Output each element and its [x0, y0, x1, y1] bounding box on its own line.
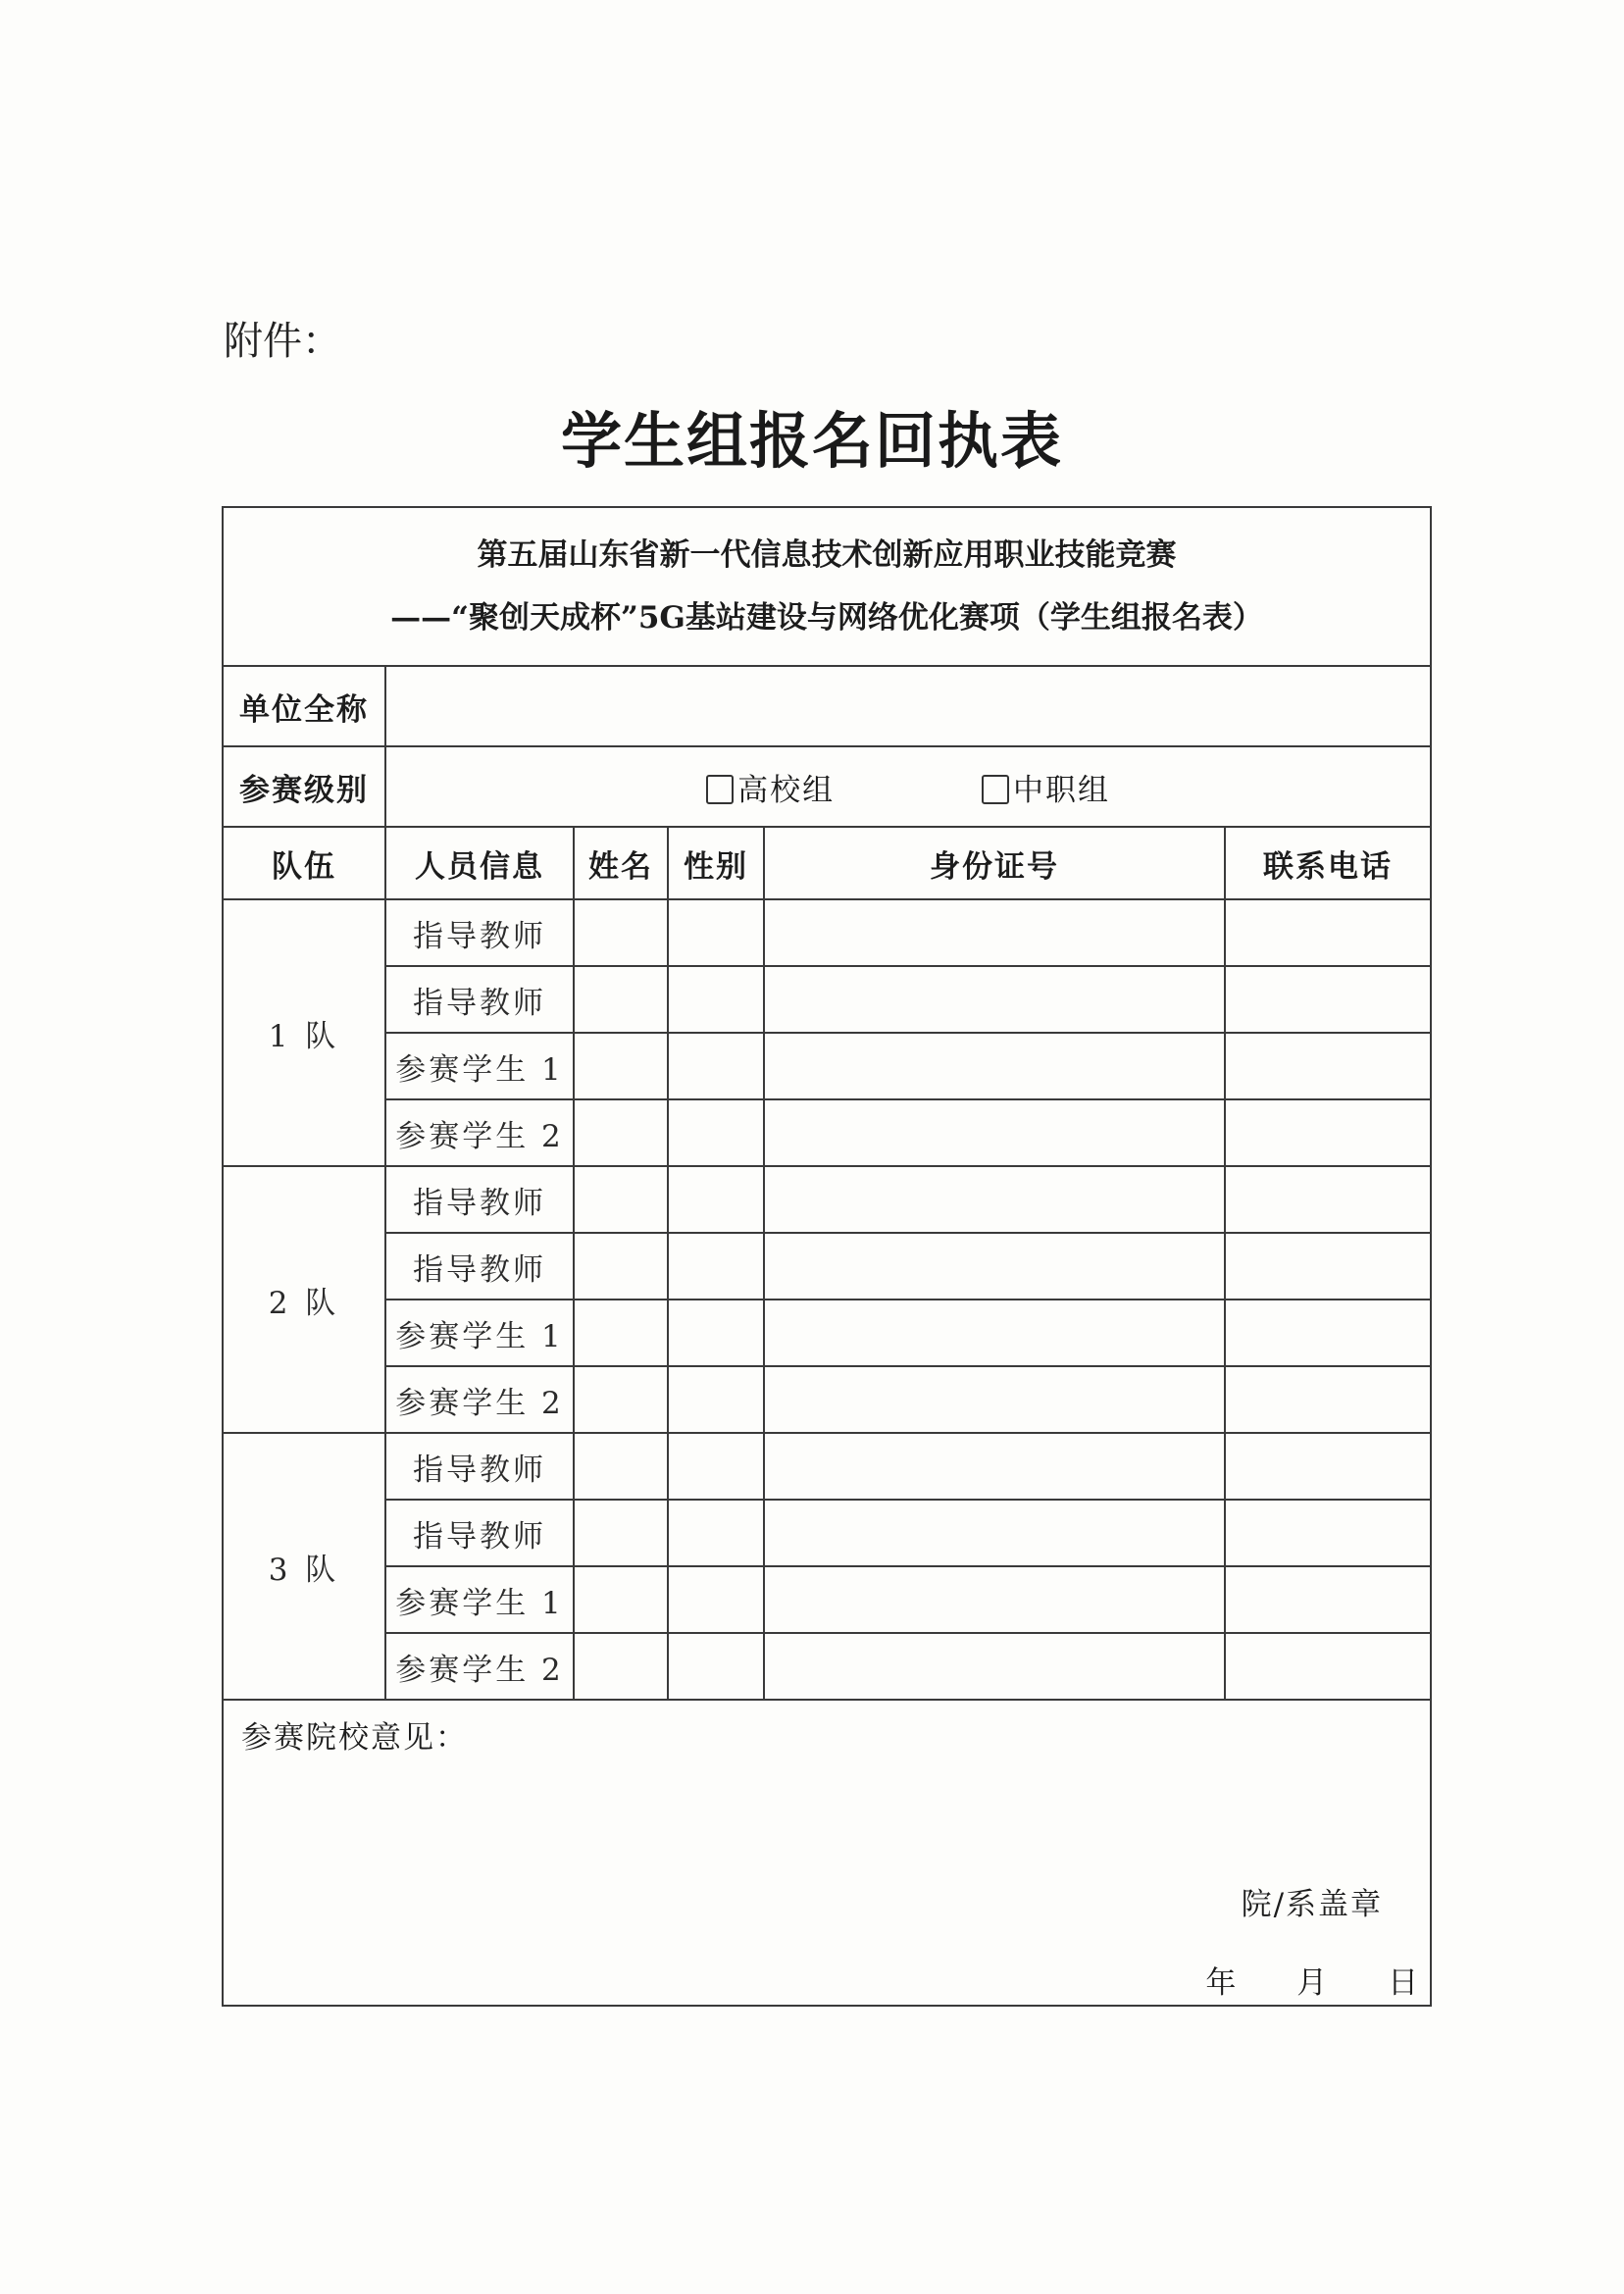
- level-option-label: 高校组: [737, 772, 836, 808]
- member-row: [223, 1166, 1431, 1233]
- member-row: [223, 1233, 1431, 1300]
- gender-field[interactable]: [668, 1033, 764, 1099]
- id-number-field[interactable]: [764, 1300, 1225, 1366]
- team-label: 2 队: [223, 1166, 385, 1433]
- competition-level-options: [385, 746, 1431, 827]
- name-field[interactable]: [574, 1633, 668, 1700]
- member-row: [223, 1633, 1431, 1700]
- phone-field[interactable]: [1225, 1166, 1431, 1233]
- name-field[interactable]: [574, 1233, 668, 1300]
- date-line: [1154, 1958, 1418, 2002]
- name-field[interactable]: [574, 1033, 668, 1099]
- date-day-label: 日: [1388, 1965, 1419, 2001]
- id-number-field[interactable]: [764, 1233, 1225, 1300]
- id-number-field[interactable]: [764, 1166, 1225, 1233]
- member-row: [223, 1300, 1431, 1366]
- member-role-label: 指导教师: [385, 899, 574, 966]
- checkbox-icon[interactable]: [982, 775, 1009, 804]
- member-row: [223, 1433, 1431, 1500]
- name-field[interactable]: [574, 1433, 668, 1500]
- phone-field[interactable]: [1225, 1033, 1431, 1099]
- member-row: [223, 1099, 1431, 1166]
- competition-name: 第五届山东省新一代信息技术创新应用职业技能竞赛: [477, 537, 1177, 573]
- gender-field[interactable]: [668, 1099, 764, 1166]
- phone-field[interactable]: [1225, 1300, 1431, 1366]
- id-number-field[interactable]: [764, 1566, 1225, 1633]
- member-role-label: 参赛学生 1: [385, 1300, 574, 1366]
- name-field[interactable]: [574, 1099, 668, 1166]
- date-year-label: 年: [1205, 1965, 1237, 2001]
- gender-field[interactable]: [668, 899, 764, 966]
- gender-field[interactable]: [668, 1300, 764, 1366]
- member-row: [223, 899, 1431, 966]
- column-header-name: 姓名: [574, 827, 668, 899]
- member-row: [223, 1366, 1431, 1433]
- gender-field[interactable]: [668, 1366, 764, 1433]
- name-field[interactable]: [574, 1166, 668, 1233]
- member-role-label: 指导教师: [385, 1166, 574, 1233]
- competition-track: ——“聚创天成杯”5G基站建设与网络优化赛项（学生组报名表）: [390, 600, 1263, 636]
- id-number-field[interactable]: [764, 1500, 1225, 1566]
- seal-label: 院/系盖章: [1241, 1887, 1384, 1922]
- phone-field[interactable]: [1225, 1500, 1431, 1566]
- name-field[interactable]: [574, 1300, 668, 1366]
- team-label: 3 队: [223, 1433, 385, 1700]
- name-field[interactable]: [574, 1500, 668, 1566]
- member-role-label: 指导教师: [385, 1233, 574, 1300]
- school-opinion-label: 参赛院校意见：: [241, 1720, 468, 1756]
- member-role-label: 参赛学生 1: [385, 1033, 574, 1099]
- id-number-field[interactable]: [764, 966, 1225, 1033]
- id-number-field[interactable]: [764, 1033, 1225, 1099]
- phone-field[interactable]: [1225, 1633, 1431, 1700]
- checkbox-icon[interactable]: [706, 775, 734, 804]
- column-header-gender: 性别: [668, 827, 764, 899]
- phone-field[interactable]: [1225, 899, 1431, 966]
- name-field[interactable]: [574, 1366, 668, 1433]
- registration-form-table: [222, 506, 1432, 2007]
- id-number-field[interactable]: [764, 899, 1225, 966]
- unit-name-field[interactable]: [385, 666, 1431, 746]
- phone-field[interactable]: [1225, 1099, 1431, 1166]
- name-field[interactable]: [574, 899, 668, 966]
- column-header-phone: 联系电话: [1225, 827, 1431, 899]
- id-number-field[interactable]: [764, 1099, 1225, 1166]
- member-role-label: 指导教师: [385, 1500, 574, 1566]
- member-role-label: 参赛学生 1: [385, 1566, 574, 1633]
- id-number-field[interactable]: [764, 1366, 1225, 1433]
- member-row: [223, 1566, 1431, 1633]
- level-option-college[interactable]: [706, 765, 835, 809]
- gender-field[interactable]: [668, 1500, 764, 1566]
- column-header-id-number: 身份证号: [764, 827, 1225, 899]
- phone-field[interactable]: [1225, 1433, 1431, 1500]
- gender-field[interactable]: [668, 1566, 764, 1633]
- member-role-label: 指导教师: [385, 966, 574, 1033]
- phone-field[interactable]: [1225, 966, 1431, 1033]
- competition-header: [223, 507, 1431, 666]
- unit-name-label: 单位全称: [223, 666, 385, 746]
- member-role-label: 参赛学生 2: [385, 1366, 574, 1433]
- member-role-label: 参赛学生 2: [385, 1633, 574, 1700]
- gender-field[interactable]: [668, 1433, 764, 1500]
- document-title: 学生组报名回执表: [560, 405, 1063, 477]
- phone-field[interactable]: [1225, 1566, 1431, 1633]
- id-number-field[interactable]: [764, 1433, 1225, 1500]
- gender-field[interactable]: [668, 966, 764, 1033]
- member-row: [223, 1500, 1431, 1566]
- member-row: [223, 966, 1431, 1033]
- gender-field[interactable]: [668, 1633, 764, 1700]
- gender-field[interactable]: [668, 1233, 764, 1300]
- level-option-vocational[interactable]: [982, 765, 1110, 809]
- team-label: 1 队: [223, 899, 385, 1166]
- phone-field[interactable]: [1225, 1233, 1431, 1300]
- member-role-label: 指导教师: [385, 1433, 574, 1500]
- school-opinion-box[interactable]: [223, 1700, 1431, 2006]
- name-field[interactable]: [574, 1566, 668, 1633]
- member-row: [223, 1033, 1431, 1099]
- attachment-label: 附件：: [224, 319, 341, 364]
- competition-level-label: 参赛级别: [223, 746, 385, 827]
- date-month-label: 月: [1296, 1965, 1328, 2001]
- name-field[interactable]: [574, 966, 668, 1033]
- phone-field[interactable]: [1225, 1366, 1431, 1433]
- gender-field[interactable]: [668, 1166, 764, 1233]
- member-role-label: 参赛学生 2: [385, 1099, 574, 1166]
- column-header-role: 人员信息: [385, 827, 574, 899]
- level-option-label: 中职组: [1012, 772, 1110, 808]
- id-number-field[interactable]: [764, 1633, 1225, 1700]
- column-header-team: 队伍: [223, 827, 385, 899]
